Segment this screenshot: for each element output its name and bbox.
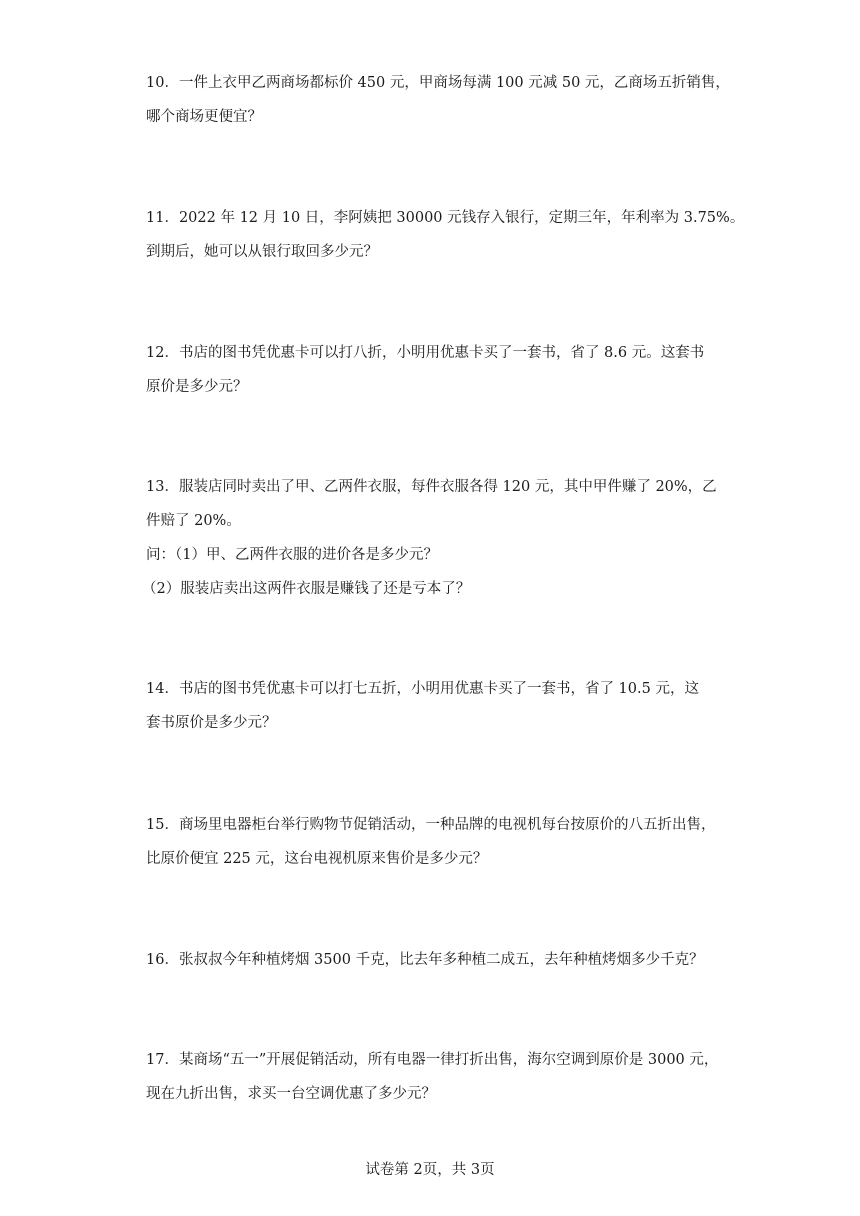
question-14 [146,672,726,740]
question-subpart: 问：（1）甲、乙两件衣服的进价各是多少元？ [146,547,438,563]
question-line: 15．商场里电器柜台举行购物节促销活动，一种品牌的电视机每台按原价的八五折出售， [146,817,716,833]
question-line: 哪个商场更便宜？ [146,109,262,125]
question-line: 原价是多少元？ [146,379,248,395]
question-line: 10．一件上衣甲乙两商场都标价 450 元，甲商场每满 100 元减 50 元，乙商场五折销售， [146,75,730,91]
question-line: 14．书店的图书凭优惠卡可以打七五折，小明用优惠卡买了一套书，省了 10.5 元，这 [146,681,699,697]
question-line: 17．某商场“五一”开展促销活动，所有电器一律打折出售，海尔空调到原价是 3000 元， [146,1052,719,1068]
question-line: 到期后，她可以从银行取回多少元？ [146,244,378,260]
question-line: 16．张叔叔今年种植烤烟 3500 千克，比去年多种植二成五，去年种植烤烟多少千克？ [146,952,704,968]
question-line: 比原价便宜 225 元，这台电视机原来售价是多少元？ [146,851,488,867]
question-line: 13．服装店同时卖出了甲、乙两件衣服，每件衣服各得 120 元，其中甲件赚了 20%，乙 [146,479,717,495]
page-footer: 试卷第 2页，共 3页 [365,1162,495,1178]
question-13 [142,470,726,606]
question-12 [146,336,726,404]
question-line: 11．2022 年 12 月 10 日，李阿姨把 30000 元钱存入银行，定期三年，年利率为 3.75%。 [146,210,745,226]
question-15 [146,808,726,876]
question-line: 件赔了 20%。 [146,513,241,529]
question-subpart: （2）服装店卖出这两件衣服是赚钱了还是亏本了？ [142,581,471,597]
question-17 [146,1043,726,1111]
question-16 [146,943,726,977]
question-line: 12．书店的图书凭优惠卡可以打八折，小明用优惠卡买了一套书，省了 8.6 元。这套书 [146,345,705,361]
question-11 [146,201,745,269]
question-line: 现在九折出售，求买一台空调优惠了多少元？ [146,1086,436,1102]
question-line: 套书原价是多少元？ [146,715,277,731]
question-10 [146,66,730,134]
